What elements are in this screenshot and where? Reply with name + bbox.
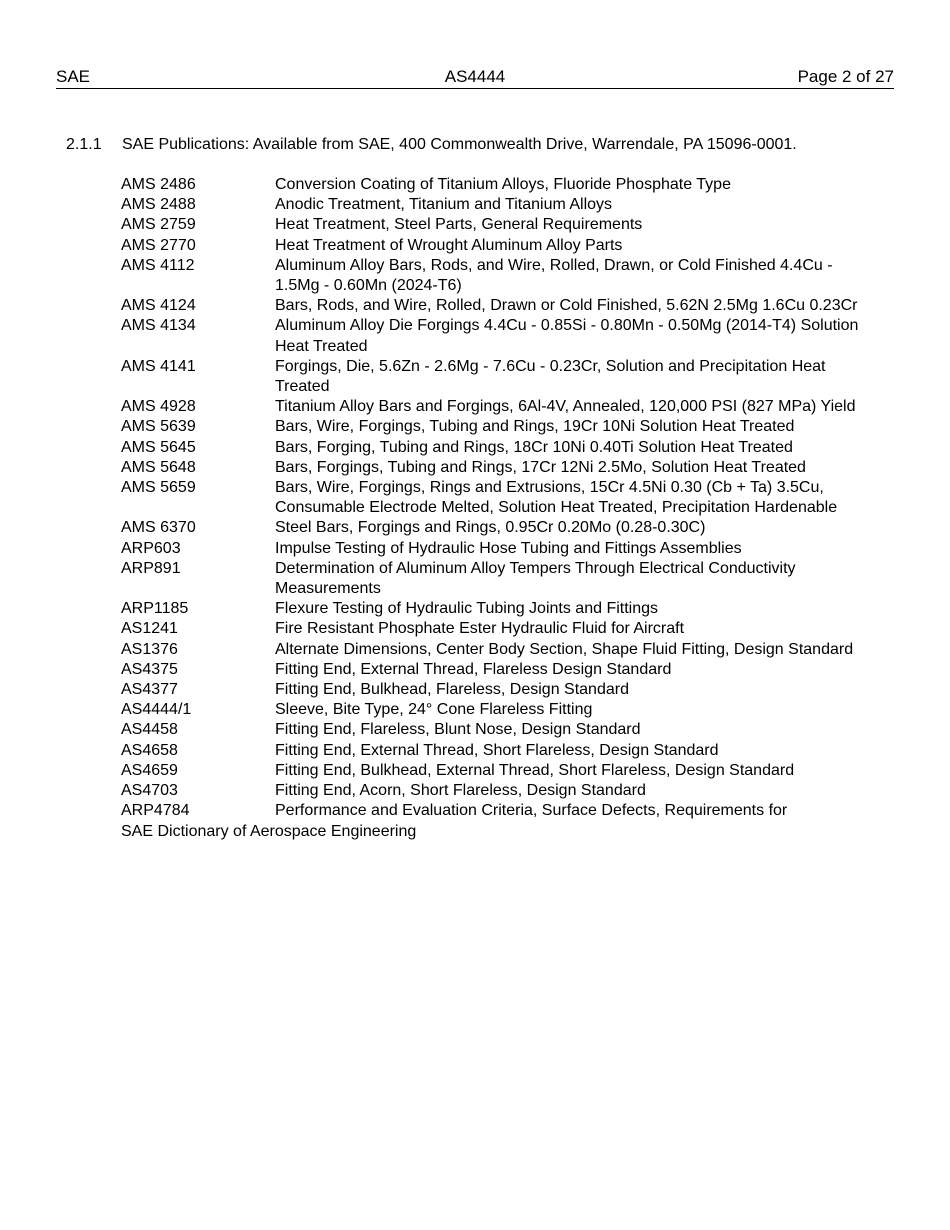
section-text: SAE Publications: Available from SAE, 400 Commonwealth Drive, Warrendale, PA 15096-0001.	[122, 136, 797, 153]
reference-title: Heat Treatment, Steel Parts, General Requirements	[275, 216, 643, 234]
reference-title: Bars, Forgings, Tubing and Rings, 17Cr 12Ni 2.5Mo, Solution Heat Treated	[275, 458, 806, 476]
reference-title: Fire Resistant Phosphate Ester Hydraulic Fluid for Aircraft	[275, 620, 685, 638]
reference-item	[121, 316, 881, 356]
reference-id: ARP4784	[121, 802, 190, 820]
reference-title: Flexure Testing of Hydraulic Tubing Joints and Fittings	[275, 600, 659, 618]
reference-title: Determination of Aluminum Alloy Tempers Through Electrical Conductivity Measurements	[275, 559, 796, 598]
reference-id: AMS 4141	[121, 357, 196, 375]
reference-id: AS4658	[121, 741, 178, 759]
reference-item	[121, 518, 881, 538]
reference-id: AS4659	[121, 761, 178, 779]
reference-title: Alternate Dimensions, Center Body Section, Shape Fluid Fitting, Design Standard	[275, 640, 854, 658]
reference-id: ARP603	[121, 539, 181, 557]
reference-item	[121, 741, 881, 761]
reference-item	[121, 761, 881, 781]
reference-item	[121, 438, 881, 458]
reference-title: Performance and Evaluation Criteria, Surface Defects, Requirements for	[275, 802, 788, 820]
reference-id: AMS 2759	[121, 216, 196, 234]
reference-id: AS4444/1	[121, 701, 192, 719]
reference-title: Bars, Wire, Forgings, Rings and Extrusions, 15Cr 4.5Ni 0.30 (Cb + Ta) 3.5Cu, Consumable Electrode Melted, Solution Heat Treated, Precipitation Hardenable	[275, 479, 838, 517]
reference-id: AS4703	[121, 782, 178, 800]
reference-title: Fitting End, Bulkhead, External Thread, Short Flareless, Design Standard	[275, 761, 795, 779]
reference-id: AMS 4134	[121, 317, 196, 335]
reference-title: Fitting End, External Thread, Flareless Design Standard	[275, 660, 672, 678]
reference-id: AMS 5645	[121, 438, 196, 456]
reference-item	[121, 296, 881, 316]
reference-title: Fitting End, External Thread, Short Flareless, Design Standard	[275, 741, 719, 759]
reference-id: AMS 5648	[121, 458, 196, 476]
header-org: SAE	[56, 67, 91, 86]
reference-id: AS1241	[121, 620, 178, 638]
reference-title: Fitting End, Flareless, Blunt Nose, Design Standard	[275, 721, 641, 739]
header-doc-number: AS4444	[444, 67, 506, 86]
reference-title: Steel Bars, Forgings and Rings, 0.95Cr 0.20Mo (0.28-0.30C)	[275, 519, 706, 537]
reference-id: AMS 2770	[121, 236, 196, 254]
reference-item	[121, 175, 881, 195]
reference-trailing-line: SAE Dictionary of Aerospace Engineering	[121, 822, 417, 840]
reference-item	[121, 599, 881, 619]
section-heading	[66, 135, 906, 155]
reference-item	[121, 256, 881, 296]
reference-item	[121, 215, 881, 235]
reference-title: Heat Treatment of Wrought Aluminum Alloy Parts	[275, 236, 623, 254]
reference-id: ARP891	[121, 559, 181, 577]
reference-id: AS4375	[121, 660, 178, 678]
reference-id: AMS 4124	[121, 297, 196, 315]
reference-item	[121, 720, 881, 740]
reference-item	[121, 539, 881, 559]
reference-item	[121, 660, 881, 680]
reference-id: AS1376	[121, 640, 178, 658]
reference-item	[121, 357, 881, 397]
reference-title: Fitting End, Acorn, Short Flareless, Design Standard	[275, 782, 646, 800]
reference-id: AMS 4928	[121, 398, 196, 416]
reference-id: AS4458	[121, 721, 178, 739]
reference-title: Bars, Rods, and Wire, Rolled, Drawn or Cold Finished, 5.62N 2.5Mg 1.6Cu 0.23Cr	[275, 297, 858, 315]
reference-title: Conversion Coating of Titanium Alloys, Fluoride Phosphate Type	[275, 176, 731, 193]
reference-title: Aluminum Alloy Die Forgings 4.4Cu - 0.85Si - 0.80Mn - 0.50Mg (2014-T4) Solution Heat Treated	[275, 317, 859, 355]
reference-item	[121, 700, 881, 720]
reference-title: Bars, Forging, Tubing and Rings, 18Cr 10Ni 0.40Ti Solution Heat Treated	[275, 438, 793, 456]
reference-item	[121, 781, 881, 801]
reference-item	[121, 559, 881, 599]
reference-title: Impulse Testing of Hydraulic Hose Tubing and Fittings Assemblies	[275, 539, 742, 557]
reference-item	[121, 801, 881, 821]
reference-item	[121, 640, 881, 660]
page-header	[56, 67, 894, 89]
reference-id: AMS 4112	[121, 256, 195, 274]
reference-item	[121, 619, 881, 639]
reference-id: AMS 5659	[121, 479, 196, 497]
reference-item	[121, 458, 881, 478]
reference-id: AMS 6370	[121, 519, 196, 537]
reference-item	[121, 236, 881, 256]
reference-item	[121, 680, 881, 700]
reference-title: Anodic Treatment, Titanium and Titanium Alloys	[275, 196, 613, 214]
reference-item	[121, 417, 881, 437]
reference-item	[121, 478, 881, 518]
reference-id: AMS 2486	[121, 176, 196, 193]
reference-list	[121, 175, 881, 842]
reference-id: AS4377	[121, 681, 178, 699]
reference-title: Bars, Wire, Forgings, Tubing and Rings, 19Cr 10Ni Solution Heat Treated	[275, 418, 795, 436]
reference-title: Sleeve, Bite Type, 24° Cone Flareless Fitting	[275, 701, 593, 719]
header-page-number: Page 2 of 27	[797, 67, 894, 86]
reference-title: Fitting End, Bulkhead, Flareless, Design Standard	[275, 681, 629, 699]
reference-title: Aluminum Alloy Bars, Rods, and Wire, Rolled, Drawn, or Cold Finished 4.4Cu - 1.5Mg - 0.60Mn (2024-T6)	[275, 256, 833, 295]
reference-title: Forgings, Die, 5.6Zn - 2.6Mg - 7.6Cu - 0.23Cr, Solution and Precipitation Heat Treated	[275, 357, 826, 396]
reference-item	[121, 195, 881, 215]
reference-id: ARP1185	[121, 600, 189, 618]
reference-id: AMS 2488	[121, 196, 196, 214]
reference-id: AMS 5639	[121, 418, 196, 436]
reference-item	[121, 397, 881, 417]
reference-title: Titanium Alloy Bars and Forgings, 6Al-4V, Annealed, 120,000 PSI (827 MPa) Yield	[275, 398, 856, 416]
section-number: 2.1.1	[66, 136, 102, 153]
